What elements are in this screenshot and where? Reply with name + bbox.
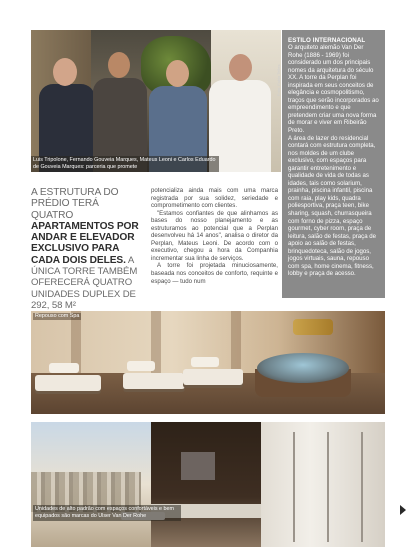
gourmet-kitchen <box>151 422 261 547</box>
person-figure <box>39 54 95 172</box>
next-page-arrow-icon[interactable] <box>400 505 406 515</box>
group-photo-caption: Luis Tripolone, Fernando Gouveia Marques, Mateus Leoni e Carlos Eduardo de Gouveia Marques: parceria que promete <box>31 156 219 172</box>
door-frame <box>327 432 329 542</box>
sidebar-title: ESTILO INTERNACIONAL <box>288 37 366 44</box>
photo-credit: Foto: Fabio Telles <box>276 64 281 96</box>
hot-tub <box>257 353 349 383</box>
kitchen-hood <box>181 452 215 480</box>
door-frame <box>293 432 295 542</box>
lounger-back <box>127 361 155 371</box>
lounger <box>35 375 101 391</box>
balcony-photo <box>31 422 385 547</box>
balcony-photo-caption: Unidades de alto padrão com espaços confortáveis e bem equipados são marcas do Ulser Van Der Rohe <box>33 505 181 521</box>
lounger <box>183 369 243 385</box>
article-paragraph: "Estamos confiantes de que alinhamos as bases do nosso planejamento e as estruturamos ao potencial que a Perplan desenvolveu há 14 anos", analisa o diretor da Perplan, Mateus Leoni. De acordo com o executivo, chegou a hora da Companhia incrementar sua linha de serviços. <box>151 209 278 262</box>
lounger-back <box>49 363 79 373</box>
person-figure <box>149 56 207 172</box>
glass-doors <box>261 422 385 547</box>
lounger-back <box>191 357 219 367</box>
lounger <box>123 373 185 389</box>
person-figure <box>209 52 271 172</box>
sidebar-box <box>282 30 385 298</box>
pull-quote-text: A ESTRUTURA DO PRÉDIO TERÁ QUATRO <box>31 187 119 221</box>
group-photo <box>31 30 281 172</box>
sidebar-paragraph: A área de lazer do residencial contará com estrutura completa, nos moldes de um clube exclusivo, com espaços para garantir entretenimento e qualidade de vida de todas as idades, tais como solarium, prainha, piscina infantil, piscina com raia, play kids, quadra poliesportiva, praça teen, bike sharing, squash, churrasqueira com forno de pizza, espaço gourmet, cyber room, praça de leitura, salão de festas, praça de apoio ao salão de festas, brinquedoteca, salão de jogos, jogos virtuais, sauna, repouso com spa, home cinema, fitness, lobby e praça de acesso. <box>288 134 377 278</box>
pull-quote <box>31 187 139 311</box>
spa-photo-caption: Repouso com Spa <box>35 313 80 319</box>
article-body <box>151 187 278 285</box>
spa-photo <box>31 311 385 414</box>
pull-quote-emphasis: APARTAMENTOS POR ANDAR E ELEVADOR EXCLUSIVO PARA CADA DOIS DELES. <box>31 220 139 266</box>
article-paragraph: A torre foi projetada minuciosamente, baseada nos conceitos de conforto, requinte e espaço — tudo num <box>151 262 278 285</box>
sidebar-text <box>288 44 379 278</box>
sidebar-paragraph: O arquiteto alemão Van Der Rohe (1886 - 1969) foi considerado um dos principais nomes da arquitetura do século XX. A torre da Perplan foi inspirada em seus conceitos de elegância e cosmopolitismo, traços que serão incorporados ao empreendimento e que pretendem criar uma nova forma de morar e viver em Ribeirão Preto. <box>288 44 379 135</box>
article-paragraph: potencializa ainda mais com uma marca registrada por sua solidez, seriedade e comprometimento com clientes. <box>151 187 278 210</box>
spa-vases <box>293 319 333 335</box>
door-frame <box>361 432 363 542</box>
person-figure <box>93 50 147 172</box>
pull-quote-text: A ÚNICA TORRE TAMBÉM OFERECERÁ QUATRO UNIDADES DUPLEX DE 292, 58 M² <box>31 254 138 311</box>
spa-wall-stripe <box>231 311 241 373</box>
